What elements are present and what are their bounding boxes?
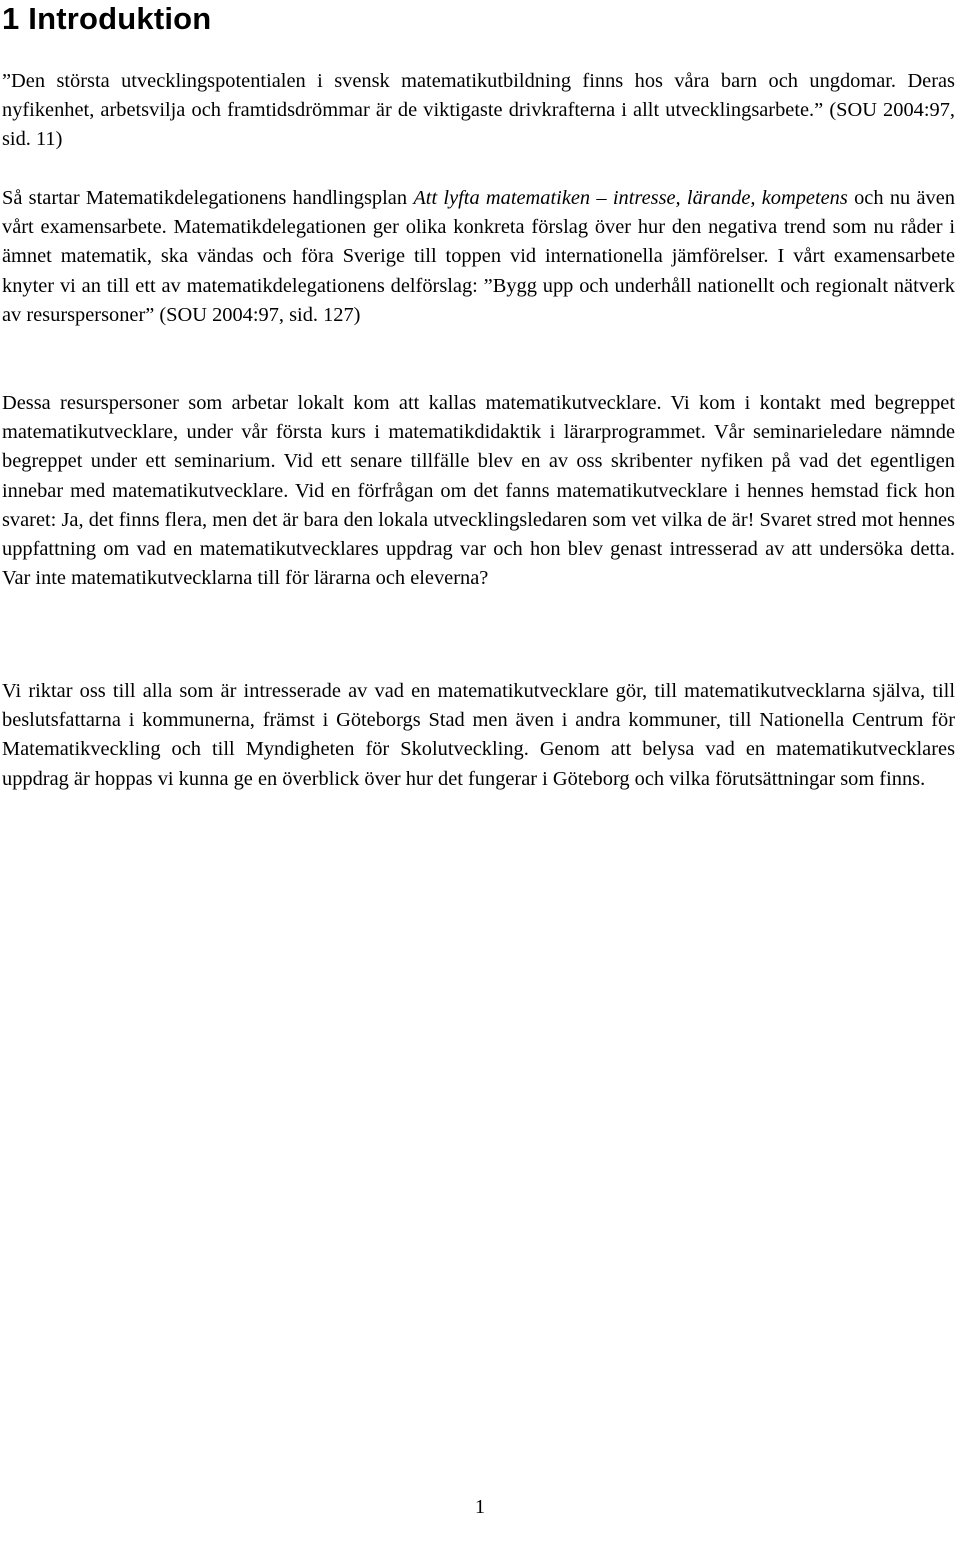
paragraph-action-plan-intro: Så startar Matematikdelegationens handlingsplan xyxy=(2,187,414,209)
paragraph-audience: Vi riktar oss till alla som är intresserade av vad en matematikutvecklare gör, till matematikutvecklarna själva, till beslutsfattarna i kommunerna, främst i Göteborgs Stad men även i andra kommuner, till Nationella Centrum för Matematikveckling och till Myndigheten för Skolutveckling. Genom att belysa vad en matematikutvecklares uppdrag är hoppas vi kunna ge en överblick över hur det fungerar i Göteborg och vilka förutsättningar som finns. xyxy=(2,680,955,790)
quote-text: ”Den största utvecklingspotentialen i svensk matematikutbildning finns hos våra barn och ungdomar. Deras nyfikenhet, arbetsvilja och framtidsdrömmar är de viktigaste drivkrafterna i allt utvecklingsarbete.” xyxy=(2,70,955,122)
quote-citation: (SOU 2004:97, sid. 11) xyxy=(2,99,955,151)
paragraph-action-plan xyxy=(2,184,955,330)
page-number: 1 xyxy=(474,1496,486,1518)
section-heading: 1 Introduktion xyxy=(2,1,212,36)
paragraph-resource-persons: Dessa resurspersoner som arbetar lokalt kom att kallas matematikutvecklare. Vi kom i kontakt med begreppet matematikutvecklare, under vår första kurs i matematikdidaktik i lärarprogrammet. Vår seminarieledare nämnde begreppet under ett seminarium. Vid ett senare tillfälle blev en av oss skribenter nyfiken på vad det egentligen innebar med matematikutvecklare. Vid en förfrågan om det fanns matematikutvecklare i hennes hemstad fick hon svaret: Ja, det finns flera, men det är bara den lokala utvecklingsledaren som vet vilka de är! Svaret stred mot hennes uppfattning om vad en matematikutvecklares uppdrag var och hon blev genast intresserad av att undersöka detta. Var inte matematikutvecklarna till för lärarna och eleverna? xyxy=(2,392,955,590)
action-plan-title: Att lyfta matematiken – intresse, lärande, kompetens xyxy=(413,187,848,209)
paragraph-quote xyxy=(2,67,955,155)
paragraph-action-plan-body: och nu även vårt examensarbete. Matematikdelegationen ger olika konkreta förslag över hur den negativa trend som nu råder i ämnet matematik, ska vändas och föra Sverige till toppen vid internationella jämförelser. I vårt examensarbete knyter vi an till ett av matematikdelegationens delförslag: ”Bygg upp och underhåll nationellt och regionalt nätverk av resurspersoner” (SOU 2004:97, sid. 127) xyxy=(2,187,955,326)
